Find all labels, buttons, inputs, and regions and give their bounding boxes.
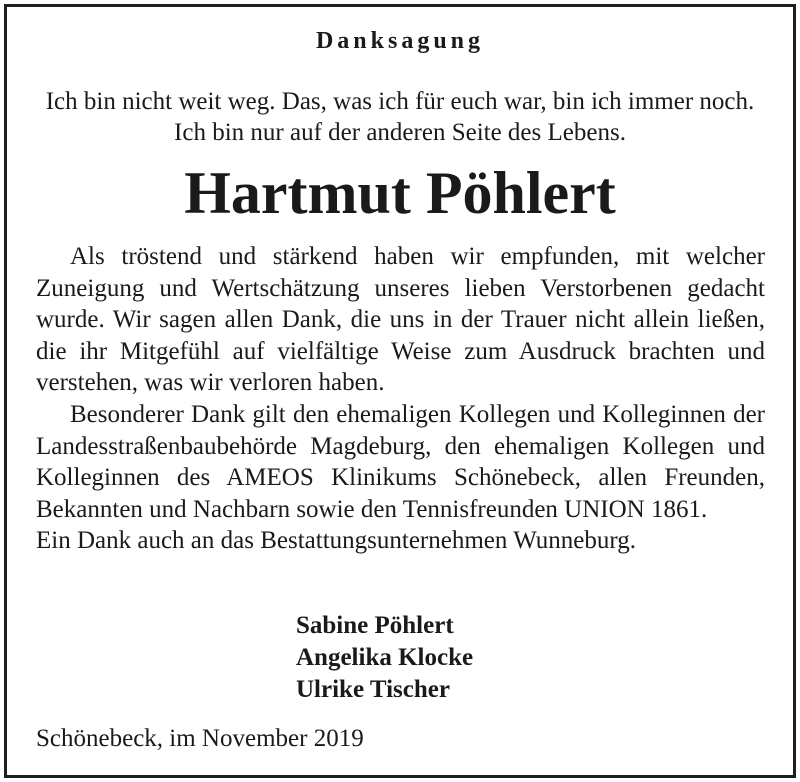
deceased-name: Hartmut Pöhlert xyxy=(184,160,616,226)
thanks-paragraph-1: Als tröstend und stärkend haben wir empfunden, mit welcher Zuneigung und Wertschätzung unseres lieben Verstorbenen gedacht wurde. Wir sagen allen Dank, die uns in der Trauer nicht allein ließen, die ihr Mitgefühl auf vielfältige Weise zum Ausdruck brachten und verstehen, was wir verloren haben. xyxy=(36,243,765,397)
thanks-paragraph-2: Besonderer Dank gilt den ehemaligen Kollegen und Kolleginnen der Landesstraßenbaubehörde Magdeburg, den ehemaligen Kollegen und Kolleginnen des AMEOS Klinikums Schönebeck, allen Freunden, Bekannten und Nachbarn sowie den Tennisfreunden UNION 1861. xyxy=(36,400,765,523)
thanks-paragraph-3: Ein Dank auch an das Bestattungsunternehmen Wunneburg. xyxy=(36,527,637,555)
notice-heading: Danksagung xyxy=(315,28,485,54)
signer-name: Ulrike Tischer xyxy=(296,676,450,703)
signer-name: Angelika Klocke xyxy=(296,644,474,671)
signers-list xyxy=(296,610,473,706)
place-date: Schönebeck, im November 2019 xyxy=(36,725,364,752)
signer-name: Sabine Pöhlert xyxy=(296,612,454,639)
motto-quote: Ich bin nicht weit weg. Das, was ich für euch war, bin ich immer noch. Ich bin nur auf der anderen Seite des Lebens. xyxy=(45,88,755,146)
thanks-text xyxy=(36,241,765,557)
